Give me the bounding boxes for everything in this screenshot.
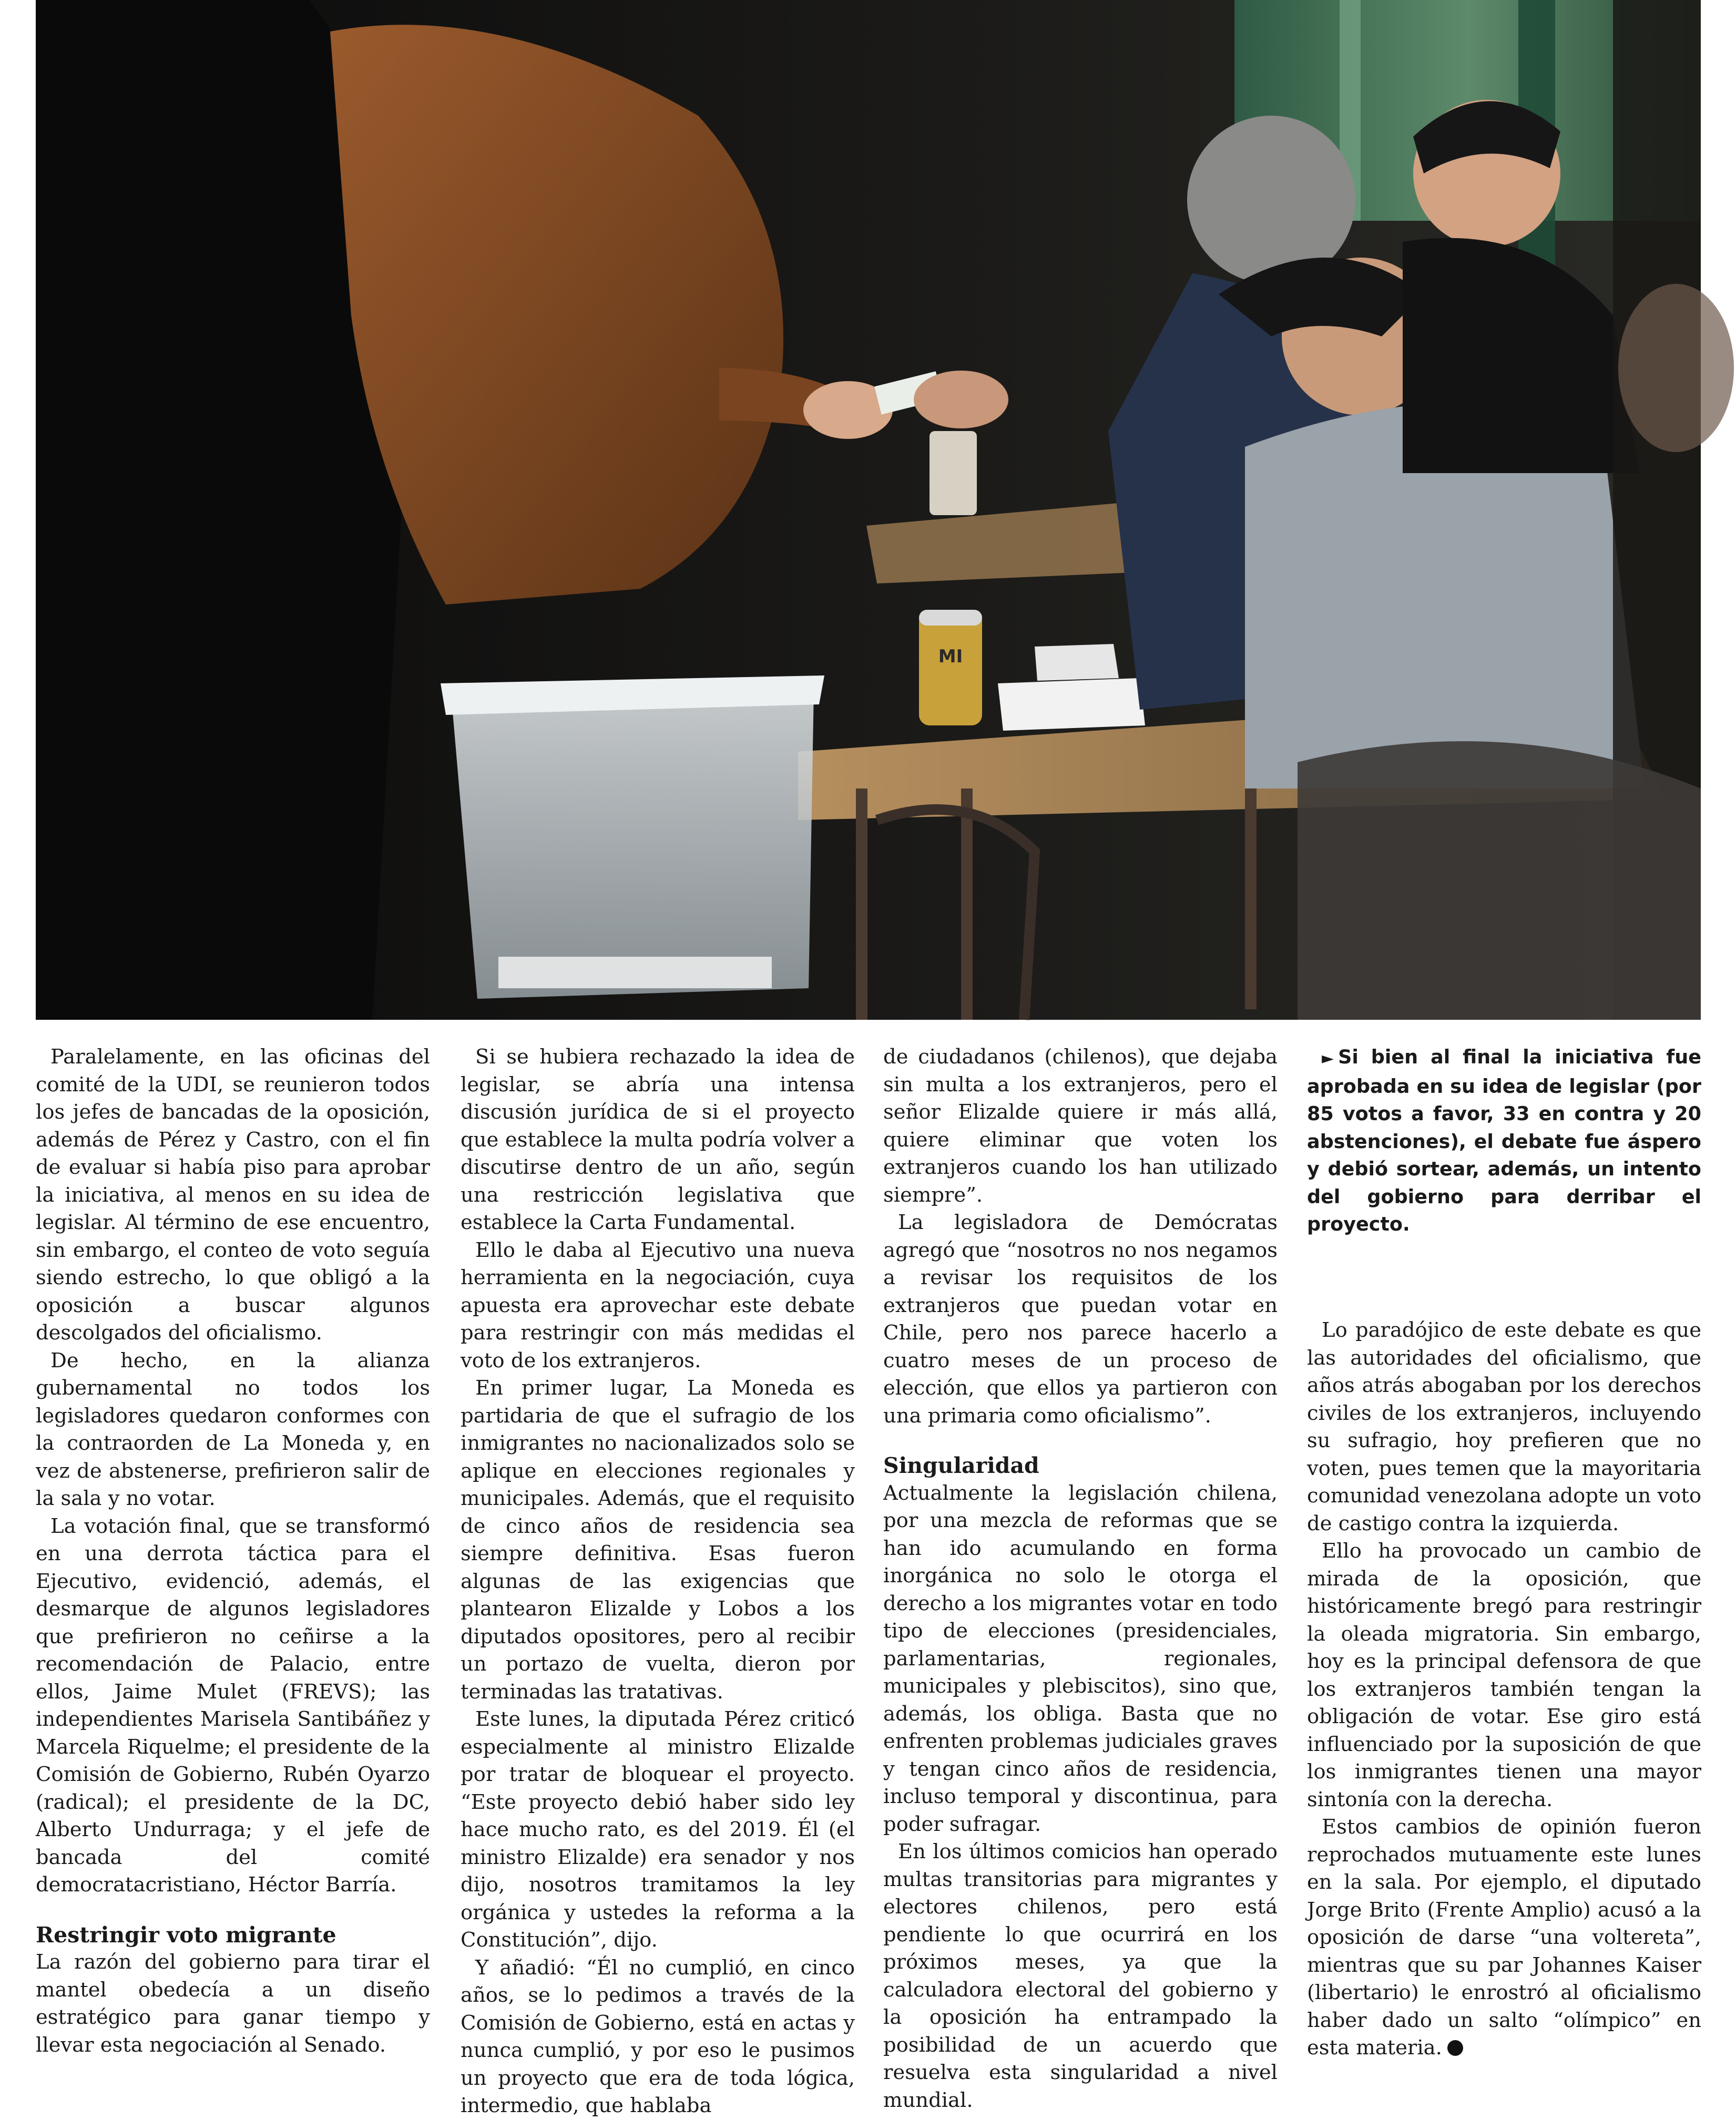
paragraph: La legisladora de Demócratas agregó que “nosotros no nos negamos a revisar los requisitos de los extranjeros que puedan votar en Chile, pero nos parece hacerlo a cuatro meses de un proceso de elección, que ellos ya partieron con una primaria como oficialismo”. <box>883 1211 1278 1428</box>
voting-photo <box>36 0 1701 1020</box>
paragraph: En los últimos comicios han operado multas transitorias para migrantes y electores chilenos, pero está pendiente lo que ocurrirá en los próximos meses, ya que la calculadora electoral del gobierno y la oposición ha entrampado la posibilidad de un acuerdo que resuelva esta singularidad a nivel mundial. <box>883 1840 1278 2112</box>
paragraph: Ello le daba al Ejecutivo una nueva herramienta en la negociación, cuya apuesta era aprovechar este debate para restringir con más medidas el voto de los extranjeros. <box>461 1238 855 1373</box>
paragraph: Este lunes, la diputada Pérez criticó especialmente al ministro Elizalde por tratar de bloquear el proyecto. “Este proyecto debió haber sido ley hace mucho rato, es del 2019. Él (el ministro Elizalde) era senador y nos dijo, nosotros tramitamos la ley orgánica y ustedes la reforma a la Constitución”, dijo. <box>461 1707 855 1952</box>
callout-box <box>1307 1043 1701 1235</box>
paragraph: de ciudadanos (chilenos), que dejaba sin multa a los extranjeros, pero el señor Elizalde quiere ir más allá, quiere eliminar que voten los extranjeros cuando los han utilizado siempre”. <box>883 1045 1278 1207</box>
paragraph: En primer lugar, La Moneda es partidaria de que el sufragio de los inmigrantes no nacionalizados solo se aplique en elecciones regionales y municipales. Además, que el requisito de cinco años de residencia sea siempre definitiva. Esas fueron algunas de las exigencias que plantearon Elizalde y Lobos a los diputados opositores, pero al recibir un portazo de vuelta, dieron por terminadas las tratativas. <box>461 1376 855 1704</box>
column-4 <box>1307 1317 1701 2060</box>
voting-scene-illustration <box>36 0 1701 1020</box>
arrow-icon: ► <box>1322 1049 1334 1068</box>
paragraph: Paralelamente, en las oficinas del comité de la UDI, se reunieron todos los jefes de bancadas de la oposición, además de Pérez y Castro, con el fin de evaluar si había piso para aprobar la iniciativa, al menos en su idea de legislar. Al término de ese encuentro, sin embargo, el conteo de voto seguía siendo estrecho, lo que obligó a la oposición a buscar algunos descolgados del oficialismo. <box>36 1045 430 1345</box>
column-3 <box>883 1043 1278 2112</box>
column-1 <box>36 1043 430 2057</box>
paragraph: Si se hubiera rechazado la idea de legislar, se abría una intensa discusión jurídica de si el proyecto que establece la multa podría volver a discutirse dentro de un año, según una restricción legislativa que establece la Carta Fundamental. <box>461 1045 855 1234</box>
callout-text <box>1307 1043 1701 1238</box>
paragraph: La votación final, que se transformó en una derrota táctica para el Ejecutivo, evidenció, además, el desmarque de algunos legisladores que prefirieron no ceñirse a la recomendación de Palacio, entre ellos, Jaime Mulet (FREVS); las independientes Marisela Santibáñez y Marcela Riquelme; el presidente de la Comisión de Gobierno, Rubén Oyarzo (radical); el presidente de la DC, Alberto Undurraga; y el jefe de bancada del comité democratacristiano, Héctor Barría. <box>36 1514 430 1897</box>
section-heading: Singularidad <box>883 1453 1039 1478</box>
end-of-article-icon <box>1447 2040 1463 2056</box>
paragraph: Lo paradójico de este debate es que las autoridades del oficialismo, que años atrás abogaban por los derechos civiles de los extranjeros, incluyendo su sufragio, hoy prefieren que no voten, pues temen que la mayoritaria comunidad venezolana adopte un voto de castigo contra la izquierda. <box>1307 1318 1701 1535</box>
section-heading: Restringir voto migrante <box>36 1922 336 1948</box>
callout-body: Si bien al final la iniciativa fue aprobada en su idea de legislar (por 85 votos a favor, 33 en contra y 20 abstenciones), el debate fue áspero y debió sortear, además, un intento del gobierno para derribar el proyecto. <box>1307 1046 1701 1235</box>
paragraph: De hecho, en la alianza gubernamental no todos los legisladores quedaron conformes con la contraorden de La Moneda y, en vez de abstenerse, prefirieron salir de la sala y no votar. <box>36 1348 430 1510</box>
column-2 <box>461 1043 855 2117</box>
paragraph <box>1307 1814 1701 2062</box>
paragraph: Actualmente la legislación chilena, por una mezcla de reformas que se han ido acumulando en forma inorgánica no solo le otorga el derecho a los migrantes votar en todo tipo de elecciones (presidenciales, parlamentarias, regionales, municipales y plebiscitos), sino que, además, los obliga. Basta que no enfrenten problemas judiciales graves y tengan cinco años de residencia, incluso temporal y discontinua, para poder sufragar. <box>883 1481 1278 1836</box>
paragraph: Y añadió: “Él no cumplió, en cinco años, se lo pedimos a través de la Comisión de Gobierno, está en actas y nunca cumplió, y por eso le pusimos un proyecto que era de toda lógica, intermedio, que hablaba <box>461 1955 855 2117</box>
can-label: MI <box>938 646 963 667</box>
paragraph-text: Estos cambios de opinión fueron reprochados mutuamente este lunes en la sala. Por ejemplo, el diputado Jorge Brito (Frente Amplio) acusó a la oposición de darse “una voltereta”, mientras que su par Johannes Kaiser (libertario) le enrostró al oficialismo haber dado un salto “olímpico” en esta materia. <box>1307 1815 1701 2060</box>
paragraph: La razón del gobierno para tirar el mantel obedecía a un diseño estratégico para ganar tiempo y llevar esta negociación al Senado. <box>36 1950 430 2057</box>
paragraph: Ello ha provocado un cambio de mirada de la oposición, que históricamente bregó para restringir la oleada migratoria. Sin embargo, hoy es la principal defensora de que los extranjeros también tengan la obligación de votar. Ese giro está influenciado por la suposición de que los inmigrantes tienen una mayor sintonía con la derecha. <box>1307 1539 1701 1811</box>
